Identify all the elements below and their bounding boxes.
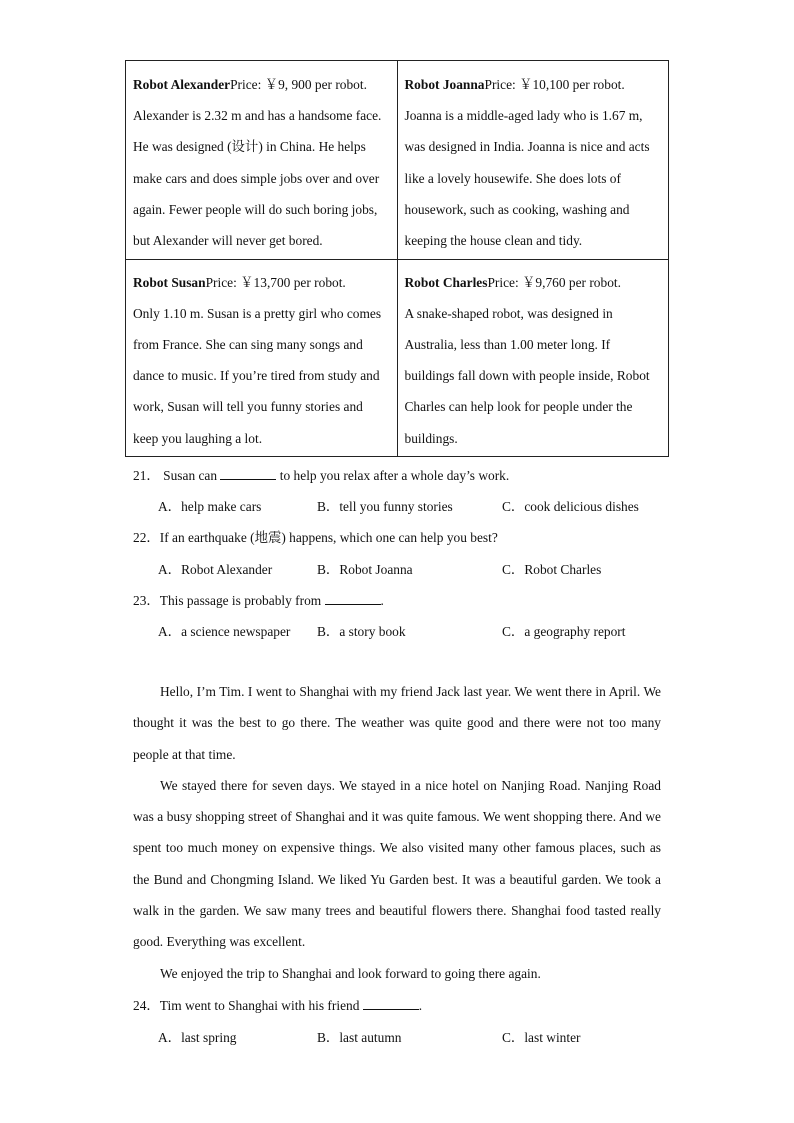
option-text: a story book [339,624,406,639]
option-text: Robot Joanna [339,562,413,577]
option-text: last autumn [339,1030,402,1045]
robot-description: Joanna is a middle-aged lady who is 1.67 m, was designed in India. Joanna is nice and acts like a lovely housewife. She does lots of housework, such as cooking, washing and keeping the house clean and tidy. [404,108,650,249]
robot-name: Robot Alexander [133,77,231,92]
question-text-after: to help you relax after a whole day’s work. [279,468,510,483]
passage-paragraph: We stayed there for seven days. We stayed in a nice hotel on Nanjing Road. Nanjing Road was a busy shopping street of Shanghai and it was quite famous. We went shopping there. And we spent too much money on expensive things. We also visited many other famous places, such as the Bund and Chongming Island. We liked Yu Garden best. It was a beautiful garden. We took a walk in the garden. We saw many trees and beautiful flowers there. Shanghai food tasted really good. Everything was excellent. [133,777,661,950]
question-22 [133,527,498,546]
robot-price: Price: ￥9,760 per robot. [487,274,621,290]
reading-passage [133,676,661,989]
question-text-after: . [380,593,384,608]
option-letter: B． [317,1030,340,1045]
option-text: Robot Alexander [181,562,273,577]
option-letter: B． [317,562,340,577]
robot-price: Price: ￥9, 900 per robot. [230,77,367,92]
robot-description: A snake-shaped robot, was designed in Australia, less than 1.00 meter long. If buildings fall down with people inside, Robot Charles can help look for people under the buildings. [404,305,650,446]
option-text: cook delicious dishes [524,499,639,514]
question-21 [133,465,509,484]
option-text: tell you funny stories [339,499,453,514]
option-22-a[interactable] [158,559,272,578]
option-21-c[interactable] [502,496,639,515]
option-letter: C． [502,1030,525,1045]
question-text: Tim went to Shanghai with his friend [159,998,360,1013]
option-letter: A． [158,1030,182,1045]
robot-cell-susan [126,259,398,457]
answer-blank[interactable] [363,997,419,1010]
option-23-c[interactable] [502,621,625,640]
option-text: Robot Charles [524,562,602,577]
question-number: 24． [133,998,160,1013]
robot-table [125,60,669,457]
question-number: 23． [133,593,160,608]
option-letter: B． [317,499,340,514]
option-letter: A． [158,562,182,577]
option-text: last winter [524,1030,581,1045]
option-letter: A． [158,624,182,639]
option-letter: A． [158,499,182,514]
option-23-b[interactable] [317,621,406,640]
question-text: This passage is probably from [159,593,322,608]
robot-cell-joanna [397,61,669,260]
question-text: Susan can [163,468,218,483]
question-text-after: . [418,998,423,1013]
question-number: 22． [133,530,160,545]
robot-name: Robot Joanna [404,77,485,92]
option-text: last spring [181,1030,237,1045]
option-letter: C． [502,624,525,639]
option-text: help make cars [181,499,262,514]
option-21-b[interactable] [317,496,453,515]
option-24-b[interactable] [317,1027,401,1046]
passage-paragraph: Hello, I’m Tim. I went to Shanghai with my friend Jack last year. We went there in April. We thought it was the best to go there. The weather was quite good and there were not too many people at that time. [133,684,661,762]
option-24-c[interactable] [502,1027,580,1046]
robot-description: Alexander is 2.32 m and has a handsome face. He was designed (设计) in China. He helps make cars and does simple jobs over and over again. Fewer people will do such boring jobs, but Alexander will never get bored. [133,108,382,249]
option-text: a geography report [524,624,626,639]
robot-price: Price: ￥13,700 per robot. [205,274,346,290]
question-text: If an earthquake (地震) happens, which one can help you best? [159,530,498,545]
option-23-a[interactable] [158,621,290,640]
robot-cell-charles [397,259,669,457]
option-21-a[interactable] [158,496,261,515]
passage-paragraph: We enjoyed the trip to Shanghai and look forward to going there again. [160,965,541,981]
robot-description: Only 1.10 m. Susan is a pretty girl who comes from France. She can sing many songs and dance to music. If you’re tired from study and work, Susan will tell you funny stories and keep you laughing a lot. [133,305,382,446]
answer-blank[interactable] [220,467,276,480]
option-22-c[interactable] [502,559,601,578]
option-22-b[interactable] [317,559,413,578]
option-letter: C． [502,562,525,577]
option-text: a science newspaper [181,624,291,639]
option-24-a[interactable] [158,1027,236,1046]
question-24 [133,995,422,1014]
robot-name: Robot Charles [404,274,488,290]
robot-cell-alexander [126,61,398,260]
question-23 [133,590,384,609]
robot-price: Price: ￥10,100 per robot. [484,77,625,92]
robot-name: Robot Susan [133,274,206,290]
answer-blank[interactable] [325,592,381,605]
option-letter: C． [502,499,525,514]
option-letter: B． [317,624,340,639]
question-number: 21． [133,468,160,483]
